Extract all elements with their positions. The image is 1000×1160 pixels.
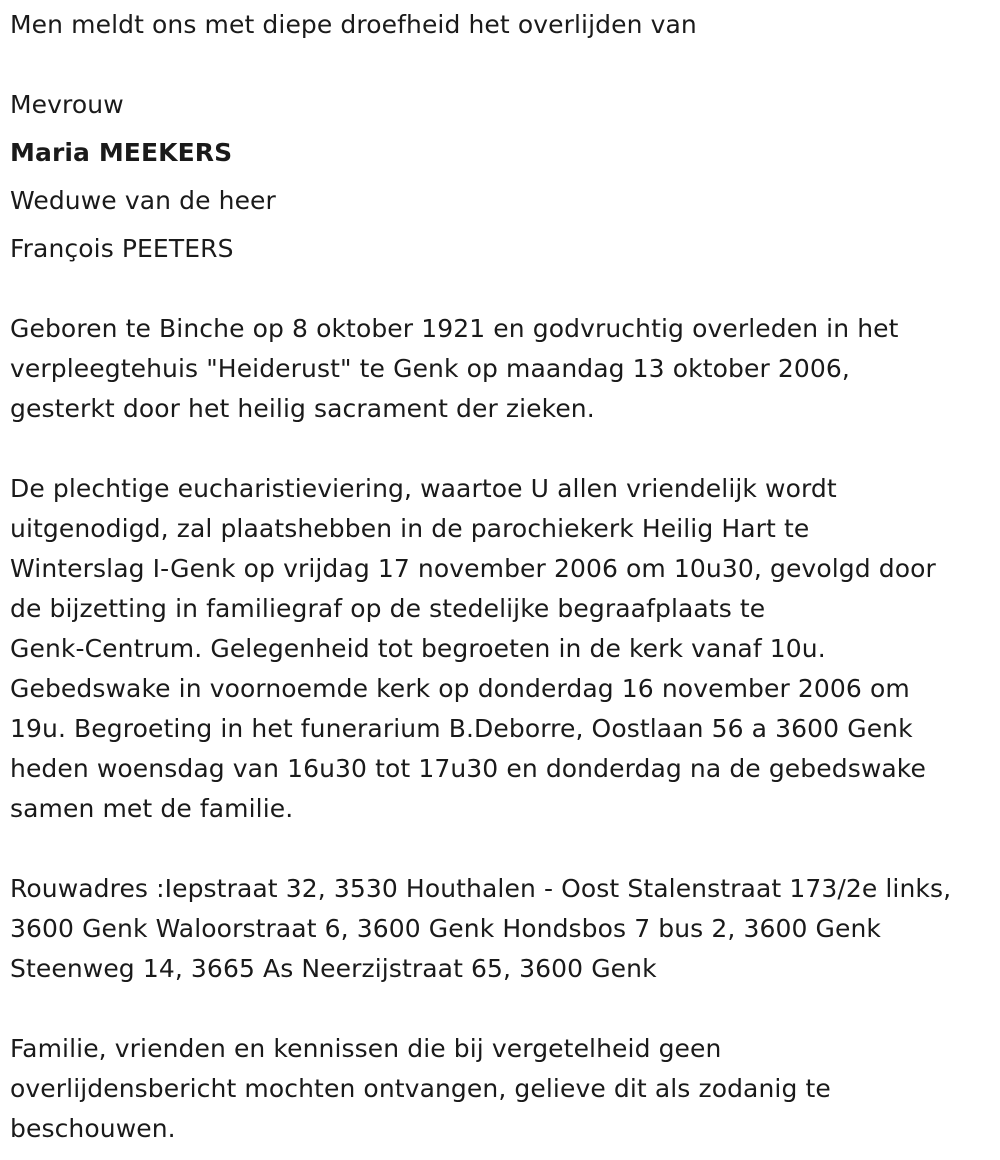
- paragraph-line: Familie, vrienden en kennissen die bij vergetelheid geen: [10, 1034, 722, 1063]
- paragraph-line: uitgenodigd, zal plaatshebben in de parochiekerk Heilig Hart te: [10, 514, 810, 543]
- deceased-name: Maria MEEKERS: [10, 138, 233, 167]
- paragraph-line: Geboren te Binche op 8 oktober 1921 en godvruchtig overleden in het: [10, 314, 899, 343]
- paragraph-line: verpleegtehuis "Heiderust" te Genk op maandag 13 oktober 2006,: [10, 354, 850, 383]
- paragraph-line: gesterkt door het heilig sacrament der zieken.: [10, 394, 595, 423]
- relation-text: Weduwe van de heer: [10, 186, 276, 215]
- paragraph-line: Genk-Centrum. Gelegenheid tot begroeten in de kerk vanaf 10u.: [10, 634, 826, 663]
- paragraph-line: heden woensdag van 16u30 tot 17u30 en donderdag na de gebedswake: [10, 754, 926, 783]
- deceased-title: Mevrouw: [10, 90, 124, 119]
- intro-text: Men meldt ons met diepe droefheid het overlijden van: [10, 10, 697, 39]
- paragraph-line: samen met de familie.: [10, 794, 294, 823]
- paragraph-line: Rouwadres :Iepstraat 32, 3530 Houthalen - Oost Stalenstraat 173/2e links,: [10, 874, 952, 903]
- paragraph-line: Gebedswake in voornoemde kerk op donderdag 16 november 2006 om: [10, 674, 910, 703]
- paragraph-line: Steenweg 14, 3665 As Neerzijstraat 65, 3600 Genk: [10, 954, 657, 983]
- paragraph-line: De plechtige eucharistieviering, waartoe U allen vriendelijk wordt: [10, 474, 837, 503]
- paragraph-line: 19u. Begroeting in het funerarium B.Deborre, Oostlaan 56 a 3600 Genk: [10, 714, 913, 743]
- paragraph-line: beschouwen.: [10, 1114, 176, 1143]
- paragraph-line: de bijzetting in familiegraf op de stedelijke begraafplaats te: [10, 594, 766, 623]
- paragraph-line: overlijdensbericht mochten ontvangen, gelieve dit als zodanig te: [10, 1074, 831, 1103]
- paragraph-line: 3600 Genk Waloorstraat 6, 3600 Genk Hondsbos 7 bus 2, 3600 Genk: [10, 914, 881, 943]
- paragraph-line: Winterslag I-Genk op vrijdag 17 november 2006 om 10u30, gevolgd door: [10, 554, 936, 583]
- spouse-name: François PEETERS: [10, 234, 234, 263]
